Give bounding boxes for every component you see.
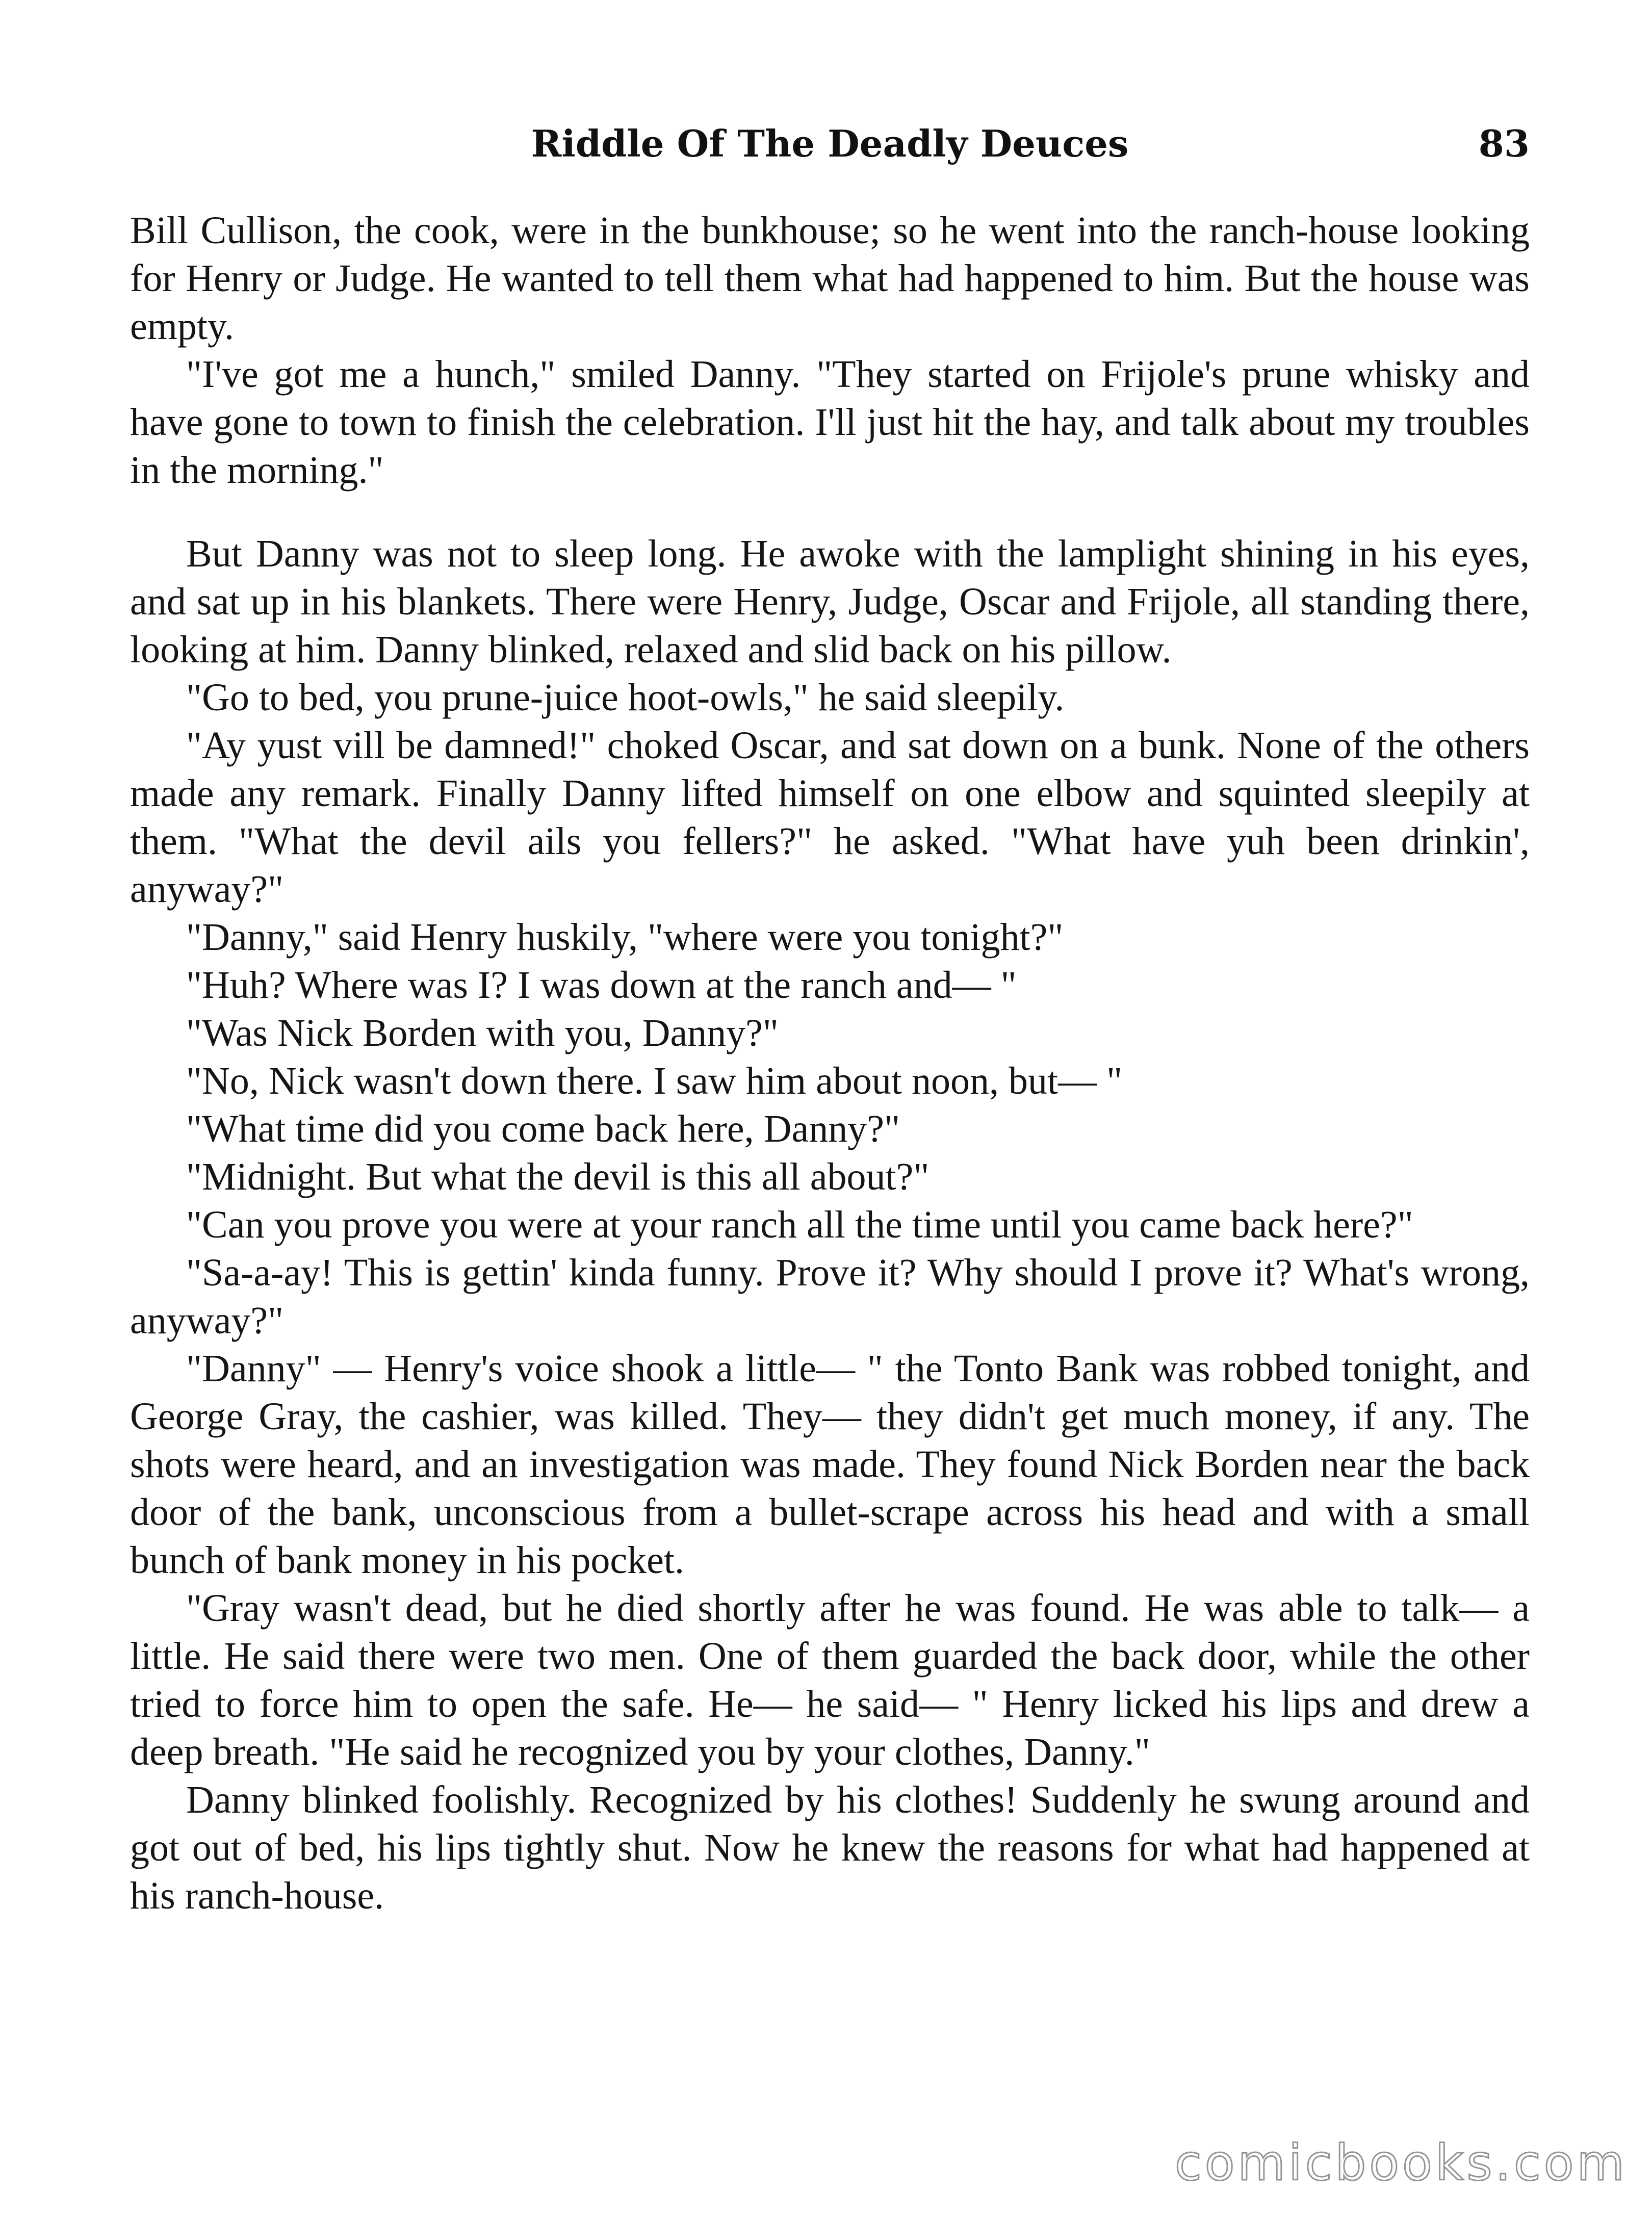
paragraph: Danny blinked foolishly. Recognized by his clothes! Suddenly he swung around and got out of bed, his lips tightly shut. Now he knew the reasons for what had happened at his ranch-house. [130, 1778, 1530, 1917]
page-number: 83 [1478, 122, 1530, 165]
paragraph: "Was Nick Borden with you, Danny?" [186, 1012, 779, 1054]
running-title: Riddle Of The Deadly Deuces [531, 122, 1129, 165]
paragraph: "Can you prove you were at your ranch all the time until you came back here?" [186, 1203, 1413, 1246]
paragraph: "What time did you come back here, Danny?" [186, 1107, 900, 1150]
paragraph: "Ay yust vill be damned!" choked Oscar, and sat down on a bunk. None of the others made any remark. Finally Danny lifted himself on one elbow and squinted sleepily at them. "What the devil ails you fellers?" he asked. "What have yuh been drinkin', anyway?" [130, 724, 1530, 911]
paragraph: But Danny was not to sleep long. He awoke with the lamplight shining in his eyes, and sat up in his blankets. There were Henry, Judge, Oscar and Frijole, all standing there, looking at him. Danny blinked, relaxed and slid back on his pillow. [130, 532, 1530, 671]
paragraph: Bill Cullison, the cook, were in the bunkhouse; so he went into the ranch-house looking for Henry or Judge. He wanted to tell them what had happened to him. But the house was empty. [130, 209, 1530, 348]
paragraph: "No, Nick wasn't down there. I saw him about noon, but— " [186, 1060, 1123, 1102]
paragraph: "Danny" — Henry's voice shook a little— " the Tonto Bank was robbed tonight, and George Gray, the cashier, was killed. They— they didn't get much money, if any. The shots were heard, and an investigation was made. They found Nick Borden near the back door of the bank, unconscious from a bullet-scrape across his head and with a small bunch of bank money in his pocket. [130, 1347, 1530, 1582]
paragraph: "Danny," said Henry huskily, "where were you tonight?" [186, 916, 1064, 959]
page-header [130, 118, 1530, 185]
paragraph: "Midnight. But what the devil is this all about?" [186, 1155, 930, 1198]
paragraph: "Sa-a-ay! This is gettin' kinda funny. Prove it? Why should I prove it? What's wrong, anyway?" [130, 1251, 1530, 1342]
watermark-logo: comicbooks.com [1174, 2134, 1628, 2191]
paragraph: "Go to bed, you prune-juice hoot-owls," he said sleepily. [186, 676, 1065, 719]
paragraph: "Huh? Where was I? I was down at the ranch and— " [186, 964, 1017, 1007]
paragraph: "Gray wasn't dead, but he died shortly after he was found. He was able to talk— a little. He said there were two men. One of them guarded the back door, while the other tried to force him to open the safe. He— he said— " Henry licked his lips and drew a deep breath. "He said he recognized you by your clothes, Danny." [130, 1587, 1530, 1773]
body-text [130, 207, 1530, 1920]
paragraph: "I've got me a hunch," smiled Danny. "They started on Frijole's prune whisky and have gone to town to finish the celebration. I'll just hit the hay, and talk about my troubles in the morning." [130, 353, 1530, 492]
